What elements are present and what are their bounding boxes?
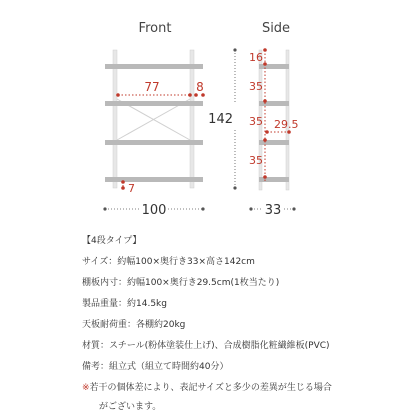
dim-33-label: 33 — [264, 203, 282, 218]
dim-bottom-clearance — [121, 180, 125, 190]
spec-weight: 製品重量：約14.5kg — [82, 299, 167, 309]
dim-7-label: 7 — [128, 182, 135, 195]
front-shelf-4 — [105, 177, 203, 182]
dim-35-label-3: 35 — [249, 154, 263, 167]
note-line-1: 若干の個体差により、表記サイズと多少の差異が生じる場合 — [89, 383, 332, 393]
dim-16-label: 16 — [249, 51, 263, 64]
spec-material: 材質：スチール(粉体塗装仕上げ)、合成樹脂化粧繊維板(PVC) — [82, 341, 330, 351]
front-shelf-1 — [105, 64, 203, 69]
spec-note — [82, 383, 394, 413]
front-right-post — [190, 50, 194, 188]
front-view-label: Front — [138, 21, 172, 36]
side-view-label: Side — [261, 21, 291, 36]
dim-35-label-2: 35 — [249, 115, 263, 128]
dim-29-5-label: 29.5 — [274, 118, 299, 131]
front-shelf-unit — [105, 50, 203, 188]
note-line-2: がございます。 — [99, 402, 162, 412]
spec-remarks: 備考：組立式（組立て時間約40分） — [82, 362, 229, 372]
dim-8-label: 8 — [196, 80, 204, 94]
front-shelf-2 — [105, 101, 203, 106]
spec-list — [82, 236, 394, 413]
dim-35-label-1: 35 — [249, 80, 263, 93]
front-shelf-3 — [105, 140, 203, 145]
spec-load: 天板耐荷重：各棚約20kg — [82, 320, 186, 330]
front-left-post — [113, 50, 117, 188]
spec-type: 【4段タイプ】 — [82, 236, 142, 246]
dim-total-height — [233, 48, 236, 189]
note-mark: ※ — [82, 383, 90, 393]
spec-size: サイズ：約幅100×奥行き33×高さ142cm — [82, 257, 255, 267]
spec-shelf-inner: 棚板内寸：約幅100×奥行き29.5cm(1枚当たり) — [82, 278, 280, 288]
dim-77-label: 77 — [144, 80, 160, 94]
dim-142-label: 142 — [208, 112, 233, 127]
dim-100-label: 100 — [141, 203, 167, 218]
